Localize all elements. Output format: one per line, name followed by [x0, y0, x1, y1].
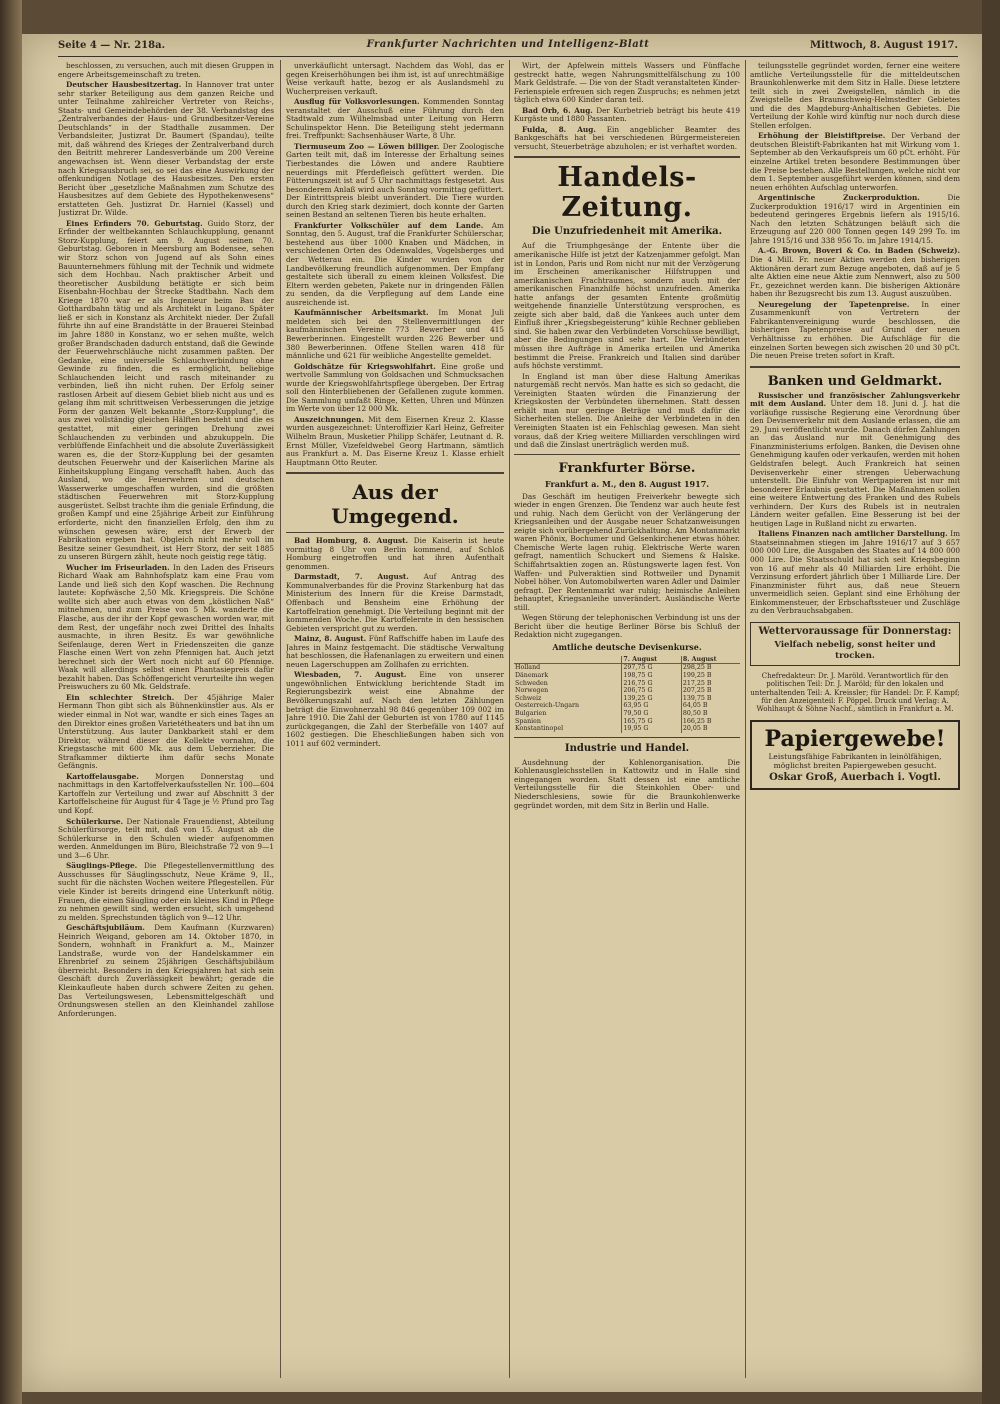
table-cell: 166,25 B	[682, 717, 712, 725]
weather-text: Vielfach nebelig, sonst heiter und trocken.	[774, 639, 936, 661]
article-text: beschlossen, zu versuchen, auch mit diesen Gruppen in engere Arbeitsgemeinschaft zu treten.	[58, 62, 274, 79]
table-cell: Schweden	[514, 680, 622, 688]
article-heading: Ein schlechter Streich.	[66, 692, 175, 702]
table-cell: Norwegen	[514, 687, 622, 695]
table-row	[514, 718, 740, 726]
table-cell: 63,95 G	[622, 702, 681, 710]
table-row	[514, 725, 740, 733]
article-text: Im Staatseinnahmen stiegen im Jahre 1916/17 auf 3 657 000 000 Lire, die Ausgaben des Staates auf 14 800 000 000 Lire. Die Staatsschuld hat sich seit Kriegsbeginn von 16 auf mehr als 40 Milliarden Lire erhöht. Die Verzinsung erfordert jährlich über 1 Milliarde Lire. Der Finanzminister führt aus, daß neue Steuern unvermeidlich seien. Geplant sind eine Erhöhung der Einkommensteuer, der Erbschaftssteuer und Zuschläge zu den Verbrauchsabgaben.	[750, 529, 960, 616]
boerse-dateline: Frankfurt a. M., den 8. August 1917.	[544, 478, 710, 489]
table-cell: 297,75 G	[622, 664, 681, 672]
column-rule	[509, 60, 510, 1378]
article-heading: Wucher im Friseurladen.	[66, 562, 170, 572]
table-cell: 139,25 G	[622, 695, 681, 703]
table-row	[514, 680, 740, 688]
table-row	[514, 702, 740, 710]
article-heading: A.-G. Brown, Boveri & Co. in Baden (Schweiz).	[758, 246, 960, 256]
article-text: Dem Kaufmann (Kurzwaren) Heinrich Weigand, geboren am 14. Oktober 1870, in Sondern, wohnhaft in Frankfurt a. M., Mainzer Landstraße, wurde von der Handelskammer ein Ehrenbrief zu seinem 25jährigen Geschäftsjubiläum überreicht. Besonders in den Kriegsjahren hat sich sein Geschäft durch Zuverlässigkeit bewährt; gerade die Kleinkaufleute haben durch schwere Zeiten zu gehen. Das Verteilungswesen, Lebensmittelgeschäft und Ordnungswesen stellen an den Kleinhandel zahllose Anforderungen.	[58, 923, 274, 1018]
article-text: In England ist man über diese Haltung Amerikas naturgemäß recht nervös. Man hatte es sich so gedacht, die Vereinigten Staaten würden die Finanzierung der Kriegskosten der Verbündeten übernehmen. Statt dessen erhält man nur geringe Beträge und muß dafür die Sicherheiten stellen. Die Anleihe der Verbündeten in den Vereinigten Staaten ist ein Fehlschlag gewesen. Man sieht voraus, daß der Krieg weitere Milliarden verschlingen wird und daß die Zinslast unerträglich werden muß.	[514, 371, 740, 450]
section-rule	[286, 532, 504, 533]
imprint: Chefredakteur: Dr. J. Maröld. Verantwortlich für den politischen Teil: Dr. J. Maröld; für den lokalen und unterhaltenden Teil: A. Kreissler; für Handel: Dr. F. Kampf; für den Anzeigenteil: F. Pöppel. Druck und Verlag: A. Wohlhaupt & Söhne Nachf., sämtlich in Frankfurt a. M.	[750, 671, 960, 714]
article-heading: Argentinische Zuckerproduktion.	[758, 193, 920, 203]
advertisement	[750, 720, 960, 790]
article-heading: Tiermuseum Zoo — Löwen billiger.	[294, 141, 440, 151]
section-title-banken: Banken und Geldmarkt.	[767, 373, 943, 389]
article-text: Der Nationale Frauendienst, Abteilung Schülerfürsorge, teilt mit, daß von 15. August ab die Schülerkurse in den Schulen wieder aufgenommen werden. Anmeldungen im Büro, Bleichstraße 72 von 9—1 und 3—6 Uhr.	[58, 816, 274, 860]
article-heading: Russischer und französischer Zahlungsverkehr mit dem Ausland.	[750, 390, 960, 409]
article-heading: Neuregelung der Tapetenpreise.	[758, 299, 910, 309]
article-text: In den Laden des Friseurs Richard Waak am Bahnhofsplatz kam eine Frau vom Lande und ließ sich den Kopf waschen. Die Rechnung lautete: Kopfwäsche 2,50 Mk. Kriegspreis. Die Schöne wollte sich aber auch etwas von dem „köstlichen Naß“ mitnehmen, und zum Preise von 5 Mk. wanderte die Flasche, aus der ihr der Kopf gewaschen worden war, mit dem Rest, der ungefähr noch zwei Drittel des Inhalts ausmachte, in ihren Besitz. Es war gewöhnliche Seifenlauge, deren Wert in Friedenszeiten die ganze Flasche einen Wert von zehn Pfennigen hat. Auch jetzt berechnet sich der Wert noch nicht auf 60 Pfennige. Waak will allerdings selbst einen Phantasiepreis dafür bezahlt haben. Das Schöffengericht verurteilte ihn wegen Preiswuchers zu 60 Mk. Geldstrafe.	[58, 562, 274, 692]
article-heading: Italiens Finanzen nach amtlicher Darstellung.	[758, 529, 948, 539]
table-header-cell	[514, 656, 622, 664]
table-cell: Oesterreich-Ungarn	[514, 702, 622, 710]
book-spine	[0, 0, 22, 1404]
table-row	[514, 710, 740, 718]
ad-title: Papiergewebe!	[764, 725, 946, 752]
article-text: unverkäuflicht untersagt. Nachdem das Wohl, das er gegen Kreiserhöhungen bei ihm ist, ist auf unrechtmäßige Weise verkauft hatte, bezog er als Auslandsmehl zu Wucherpreisen verkauft.	[286, 62, 504, 96]
article-text: Im Monat Juli meldeten sich bei den Stellenvermittlungen der kaufmännischen Vereine 773 Bewerber und 415 Bewerberinnen. Eingestellt wurden 226 Bewerber und 380 Bewerberinnen. Offene Stellen waren 418 für männliche und 621 für weibliche Angestellte gemeldet.	[286, 308, 504, 361]
article-heading: Darmstadt, 7. August.	[294, 572, 409, 582]
table-cell: Holland	[514, 664, 622, 672]
section-rule	[514, 454, 740, 455]
article-text: Mit dem Eisernen Kreuz 2. Klasse wurden ausgezeichnet: Unteroffizier Karl Heinz, Gefreiter Wilhelm Braun, Musketier Philipp Schäfer, Leutnant d. R. Ernst Müller, Vizefeldwebel Georg Hartmann, sämtlich aus Frankfurt a. M. Das Eiserne Kreuz 1. Klasse erhielt Hauptmann Otto Reuter.	[286, 414, 504, 467]
table-cell: 216,75 G	[622, 680, 681, 688]
article-heading: Auszeichnungen.	[294, 414, 364, 424]
article-text: Der Zoologische Garten teilt mit, daß im Interesse der Erhaltung seines Tierbestandes die Löwen und andere Raubtiere neuerdings mit Pferdefleisch gefüttert werden. Die Fütterungszeit ist auf 5 Uhr nachmittags festgesetzt. Aus besonderem Anlaß wird auch Sonntag vormittag gefüttert. Der Eintrittspreis bleibt unverändert. Die Tiere wurden durch den Krieg stark dezimiert, doch konnte der Garten seinen Bestand an seltenen Tieren bis heute erhalten.	[286, 141, 504, 220]
article-text: Das Geschäft im heutigen Freiverkehr bewegte sich wieder in engen Grenzen. Die Tendenz war auch heute fest und ruhig. Nach dem Gerücht von der Verlängerung der Kriegsanleihen und der Ausgabe neuer Schatzanweisungen zeigte sich vorübergehend Zurückhaltung. Am Montanmarkt waren Phönix, Bochumer und Gelsenkirchener etwas höher. Chemische Werte lagen ruhig. Elektrische Werte waren gefragt, namentlich Schuckert und Siemens & Halske. Schiffahrtsaktien zogen an. Rüstungswerte lagen fest. Von Waffen- und Pulveraktien sind Rottweiler und Dynamit Nobel höher. Von Automobilwerten waren Adler und Daimler gefragt. Der Rentenmarkt war ruhig; heimische Anleihen behauptet, Kriegsanleihe unverändert. Ausländische Werte still.	[514, 491, 740, 612]
masthead-title: Frankfurter Nachrichten und Intelligenz-Blatt	[366, 39, 650, 50]
table-cell: Dänemark	[514, 672, 622, 680]
article-text: Kommenden Sonntag veranstaltet der Ausschuß eine Führung durch den Stadtwald zum Wilhelmsbad unter Leitung von Herrn Schulinspektor Henn. Die Beteiligung steht jedermann frei. Treffpunkt: Sachsenhäuser Warte, 8 Uhr.	[286, 97, 504, 141]
table-cell: 206,75 G	[622, 687, 681, 695]
article-text: Ein angeblicher Beamter des Bankgeschäfts hat bei verschiedenen Bürgermeistereien versucht, Steuerbeträge abzuholen; er ist verhaftet worden.	[514, 124, 740, 151]
table-cell: Schweiz	[514, 695, 622, 703]
article-heading: Frankfurter Volkschüler auf dem Lande.	[294, 220, 484, 230]
table-cell: 20,05 B	[682, 725, 708, 733]
article-text: Ausdehnung der Kohlenorganisation. Die Kohlenausgleichsstellen in Kattowitz und in Halle sind eingegangen worden. Statt dessen ist eine amtliche Verteilungsstelle für die Steinkohlen Ober- und Niederschlesiens, sowie für die Braunkohlenwerke gegründet worden, mit dem Sitz in Berlin und Halle.	[514, 757, 740, 810]
article-heading: Mainz, 8. August.	[294, 634, 367, 644]
article-text: Die Pflegestellenvermittlung des Ausschusses für Säuglingsschutz, Neue Kräme 9, II., sucht für die nächsten Wochen weitere Pflegestellen. Für viele Kinder ist bereits dringend eine Unterkunft nötig. Frauen, die einen Säugling oder ein kleines Kind in Pflege zu nehmen gewillt sind, werden ersucht, sich umgehend zu melden. Sprechstunden täglich von 9—12 Uhr.	[58, 861, 274, 922]
article-heading: Erhöhung der Bleistiftpreise.	[758, 131, 886, 141]
article-text: In einer Zusammenkunft von Vertretern der Fabrikantenvereinigung wurde beschlossen, die bisherigen Tapetenpreise auf Grund der neuen Verhältnisse zu erhöhen. Die Aufschläge für die einzelnen Sorten bewegen sich zwischen 20 und 30 pCt. Die neuen Preise treten sofort in Kraft.	[750, 299, 960, 361]
article-text: Die Kaiserin ist heute vormittag 8 Uhr von Berlin kommend, auf Schloß Homburg eingetroffen und hat ihren Aufenthalt genommen.	[286, 536, 504, 571]
table-cell: 19,95 G	[622, 725, 681, 733]
page-number: Seite 4 — Nr. 218a.	[58, 40, 166, 51]
article-text: Die 4 Mill. Fr. neuer Aktien werden den bisherigen Aktionären derart zum Bezuge angeboten, daß auf je 5 alte Aktien eine neue Aktie zum Nennwert, also zu 500 Fr., gezeichnet werden kann. Die bisherigen Aktionäre haben ihr Bezugsrecht bis zum 13. August auszuüben.	[750, 255, 960, 299]
table-row	[514, 695, 740, 703]
table-cell: 298,25 B	[682, 664, 712, 672]
table-cell: 165,75 G	[622, 718, 681, 726]
article-heading: Bad Homburg, 8. August.	[294, 536, 409, 546]
article-text: Guido Storz, der Erfinder der weltbekannten Schlauchkupplung, genannt Storz-Kupplung, feiert am 9. August seinen 70. Geburtstag. Geboren in Meersburg am Bodensee, sehen wir Storz schon von Jugend auf als Sohn eines Bauunternehmers fühlung mit der Technik und widmete sich dem Hochbau. Nach praktischer Arbeit und theoretischer Ausbildung betätigte er sich beim Eisenbahn-Hochbau der Strecke Stadtbahn. Nach dem Kriege 1870 war er als Ingenieur beim Bau der Gotthardbahn tätig und als Architekt in Lugano. Später ließ er sich in Konstanz als Architekt nieder. Der Zufall führte ihn auf eine Brandstätte in der Brauerei Steinbad im Jahre 1880 in Konstanz, wo er sehen mußte, welch großer Brandschaden dadurch entstand, daß die Gewinde der Feuerwehrschläuche nicht zusammen paßten. Der Gedanke, eine universelle Schlauchverbindung ohne Gewinde zu finden, die es ermöglicht, beliebige Schlauchenden leicht und rasch miteinander zu verbinden, ließ ihn nicht ruhen. Der Erfolg seiner rastlosen Arbeit auf diesem Gebiet blieb nicht aus und es gelang ihm mit schrittweisen Verbesserungen die jetzige Form der ganzen Welt bekannte „Storz-Kupplung“, die aus zwei vollständig gleichen Hälften besteht und die es gestattet, mit einer geringen Drehung zwei Schlauchenden zu verbinden und abzukuppeln. Die verblüffende Einfachheit und die absolute Zuverlässigkeit waren es, die der Storz-Kupplung bei der gesamten deutschen Feuerwehr und der Kaiserlichen Marine als Einheitskupplung Eingang verschafft haben. Auch das Ausland, wo die Feuerwehren und deutschen Wasserwerke umgeschaffen wurden, sind die größten städtischen Feuerwehren mit Storz-Kupplung ausgerüstet. Selbst trachte ihm die geniale Erfindung, die großen Kampf und eine 25jährige Arbeit zur Einführung erforderte, nicht den finanziellen Erfolg, den ihm zu wünschen gewesen wäre; erst der Erwerb der Fabrikation ergeben hat. Obgleich nicht mehr voll im Besitze seiner Gesundheit, ist Herr Storz, der seit 1885 zu unseren Bürgern zählt, heute noch geistig rege tätig.	[58, 218, 274, 562]
table-cell: 64,05 B	[682, 702, 708, 710]
devisen-table	[514, 656, 740, 733]
scan-background-top	[0, 0, 1000, 34]
section-rule	[286, 472, 504, 474]
article-text: Der Kurbetrieb beträgt bis heute 419 Kurgäste und 1880 Passanten.	[514, 105, 740, 124]
article-text: Fünf Raffschiffe haben im Laufe des Jahres in Mainz festgemacht. Die städtische Verwaltung hat beschlossen, die Hafenanlagen zu erweitern und einen neuen Lagerschuppen am Zollhafen zu errichten.	[286, 634, 504, 669]
column-1	[58, 62, 274, 1374]
table-cell: 217,25 B	[682, 679, 712, 687]
table-header-cell: 8. August	[681, 656, 740, 664]
article-heading: Deutscher Hausbesitzertag.	[66, 80, 182, 90]
table-cell: 207,25 B	[682, 687, 712, 695]
article-text: Auf Antrag des Kommunalverbandes für die Provinz Starkenburg hat das Ministerium des Innern für die Kreise Darmstadt, Offenbach und Bensheim eine Erhöhung der Kartoffelration genehmigt. Die Verteilung beginnt mit der kommenden Woche. Die Kartoffelernte in den hessischen Gebieten verspricht gut zu werden.	[286, 572, 504, 633]
article-heading: Bad Orb, 6. Aug.	[522, 105, 593, 115]
table-cell: 198,75 G	[622, 672, 681, 680]
article-heading: Geschäftsjubiläum.	[66, 923, 145, 933]
article-heading: Goldschätze für Kriegswohlfahrt.	[294, 361, 436, 371]
column-rule	[280, 60, 281, 1378]
weather-title: Wettervoraussage für Donnerstag:	[758, 625, 952, 637]
article-heading: Kartoffelausgabe.	[66, 771, 139, 781]
table-header-cell: 7. August	[622, 656, 681, 664]
article-heading: Ausflug für Volksvorlesungen.	[294, 97, 420, 107]
table-cell: 79,50 G	[622, 710, 681, 718]
scan-background-right	[982, 0, 1000, 1404]
article-text: Der Verband der deutschen Bleistift-Fabrikanten hat mit Wirkung vom 1. September ab den Verkaufspreis um 60 pCt. erhöht. Für einzelne Artikel treten besondere Bestimmungen über die Preise bestehen. Alle Bestellungen, welche nicht vor dem 1. September ausgeführt werden können, sind dem neuen erhöhten Aufschlag unterworfen.	[750, 131, 960, 192]
article-text: Der 45jährige Maler Hermann Thon gibt sich als Bühnenkünstler aus. Als er wieder einmal in Not war, wandte er sich eines Tages an den Direktor eines großen Varietétheaters und bat ihn um Unterstützung. Aus lauter Dankbarkeit stahl er dem Direktor, während dieser die Kollekte vornahm, die Kriegstasche mit 600 Mk. aus dem Ueberzieher. Die Strafkammer diktierte ihm dafür sechs Monate Gefängnis.	[58, 692, 274, 771]
article-heading: Eines Erfinders 70. Geburtstag.	[66, 218, 203, 228]
table-cell: Bulgarien	[514, 710, 622, 718]
article-heading: Fulda, 8. Aug.	[522, 124, 596, 134]
article-text: Morgen Donnerstag und nachmittags in den Kartoffelverkaufsstellen Nr. 100—604 Kartoffeln zur Verteilung und zwar auf Abschnitt 3 der Kartoffelscheine für August für 4 Tage je ½ Pfund pro Tag und Kopf.	[58, 771, 274, 816]
article-heading: Säuglings-Pflege.	[66, 861, 138, 871]
ad-signature: Oskar Groß, Auerbach i. Vogtl.	[769, 771, 941, 783]
section-title-umgegend: Aus der Umgegend.	[331, 480, 459, 529]
article-text: Eine von unserer ungewöhnlichen Entwicklung berichtende Stadt im Regierungsbezirk weist eine Abnahme der Bevölkerungszahl auf. Nach den letzten Zählungen beträgt die Einwohnerzahl 98 846 gegenüber 109 002 im Jahre 1910. Die Zahl der Geburten ist von 1780 auf 1145 zurückgegangen, die Zahl der Sterbefälle von 1407 auf 1602 gestiegen. Die Eheschließungen haben sich von 1011 auf 602 vermindert.	[286, 670, 504, 748]
article-title: Die Unzufriedenheit mit Amerika.	[531, 226, 723, 238]
article-text: Am Sonntag, den 5. August, traf die Frankfurter Schülerschar, bestehend aus über 1000 Knaben und Mädchen, in verschiedenen Orten des Odenwaldes, Vogelsberges und der Wetterau ein. Die Kinder wurden von der Landbevölkerung freundlich aufgenommen. Der Empfang gestaltete sich überall zu einem kleinen Volksfest. Die Eltern werden gebeten, Pakete nur in dringenden Fällen zu senden, da die Verpflegung auf dem Lande eine ausreichende ist.	[286, 220, 504, 307]
article-text: Die Zuckerproduktion 1916/17 wird in Argentinien ein bedeutend geringeres Ergebnis liefern als 1915/16. Nach den letzten Schätzungen beläuft sich die Erzeugung auf 220 000 Tonnen gegen 149 299 To. im Jahre 1915/16 und 338 956 To. im Jahre 1914/15.	[750, 193, 960, 245]
table-header-row	[514, 656, 740, 664]
table-cell: Spanien	[514, 718, 622, 726]
article-heading: Kaufmännischer Arbeitsmarkt.	[294, 308, 429, 318]
section-rule	[514, 156, 740, 158]
table-row	[514, 687, 740, 695]
article-heading: Wiesbaden, 7. August.	[294, 670, 407, 680]
section-rule	[750, 366, 960, 368]
section-title-handels-zeitung: Handels-Zeitung.	[557, 162, 697, 224]
devisen-title: Amtliche deutsche Devisenkurse.	[552, 641, 702, 652]
issue-date: Mittwoch, 8. August 1917.	[810, 40, 958, 51]
column-3	[514, 62, 740, 1374]
table-cell: 139,75 B	[682, 694, 712, 702]
article-text: Auf die Triumphgesänge der Entente über die amerikanische Hilfe ist jetzt der Katzenjammer gefolgt. Man ist in London, Paris und Rom nicht nur mit der Verzögerung im Erscheinen amerikanischer Hilfstruppen und amerikanischen Frachtraumes, sondern auch mit der amerikanischen Finanzhilfe höchst unzufrieden. Amerika hatte anfangs der gesamten Entente großmütig weitgehende finanzielle Unterstützung versprochen, es zeigte sich aber bald, daß die Yankees auch unter dem Einfluß ihrer „Kriegsbegeisterung“ kühle Rechner geblieben sind. Sie haben zwar den Verbündeten Vorschüsse bewilligt, aber die Bedingungen sind sehr hart. Die Verbündeten müssen ihre Aufträge in Amerika erteilen und Amerika bestimmt die Preise. Frankreich und Italien sind darüber aufs höchste verstimmt.	[514, 241, 740, 371]
article-text: Wirt, der Apfelwein mittels Wassers und Fünffache gestreckt hatte, wegen Nahrungsmittelfälschung zu 100 Mark Geldstrafe. — Die von der Stadt veranstalteten Kinder-Ferienspiele erfreuen sich regen Zuspruchs; es nehmen jetzt täglich etwa 600 Kinder daran teil.	[514, 62, 740, 105]
section-title-industrie: Industrie und Handel.	[564, 742, 690, 754]
table-cell: 80,50 B	[682, 710, 708, 718]
article-text: Eine große und wertvolle Sammlung von Goldsachen und Schmucksachen wurde der Kriegswohlfahrtspflege übergeben. Der Ertrag soll den Hinterbliebenen der Gefallenen zugute kommen. Die Sammlung umfaßt Ringe, Ketten, Uhren und Münzen im Werte von über 12 000 Mk.	[286, 361, 504, 414]
article-text: teilungsstelle gegründet worden, ferner eine weitere amtliche Verteilungsstelle für die mitteldeutschen Braunkohlenwerke mit dem Sitz in Halle. Diese letztere teilt sich in zwei Zweigstellen, nämlich in die Zweigstelle des Braunschweig-Helmstedter Gebietes und die des Magdeburg-Anhaltischen Gebietes. Die Verteilung der Kohle wird künftig nur noch durch diese Stellen erfolgen.	[750, 62, 960, 130]
table-cell: 199,25 B	[682, 672, 712, 680]
article-text: Unter dem 18. Juni d. J. hat die vorläufige russische Regierung eine Verordnung über den Devisenverkehr mit dem Auslande erlassen, die am 29. Juni veröffentlicht wurde. Danach dürfen Zahlungen an das Ausland nur mit Genehmigung des Finanzministeriums erfolgen. Banken, die Devisen ohne Genehmigung kaufen oder verkaufen, werden mit hohen Geldstrafen belegt. Auch Frankreich hat seinen Devisenverkehr einer strengen Ueberwachung unterstellt. Die Einfuhr von Wertpapieren ist nur mit besonderer Erlaubnis gestattet. Die Maßnahmen sollen eine weitere Entwertung des Franken und des Rubels verhindern. Der Kurs des Rubels ist in neutralen Ländern weiter gefallen. Eine Besserung ist bei der heutigen Lage in Rußland nicht zu erwarten.	[750, 399, 960, 528]
weather-forecast-box	[750, 622, 960, 666]
table-row	[514, 672, 740, 680]
ad-text: Leistungsfähige Fabrikanten in leinölfähigen, möglichst breiten Papiergeweben gesucht.	[768, 751, 942, 770]
article-heading: Schülerkurse.	[66, 816, 124, 826]
column-2	[286, 62, 504, 1374]
section-title-boerse: Frankfurter Börse.	[558, 460, 696, 476]
article-text: Wegen Störung der telephonischen Verbindung ist uns der Bericht über die heutige Berliner Börse bis Schluß der Redaktion nicht zugegangen.	[514, 613, 740, 640]
article-text: In Hannover trat unter sehr starker Beteiligung aus dem ganzen Reiche und unter Teilnahme zahlreicher Vertreter von Reichs-, Staats- und Gemeindebehörden der 38. Verbandstag des „Zentralverbandes der Haus- und Grundbesitzer-Vereine Deutschlands“ in der Stadthalle zusammen. Der Verbandsleiter, Justizrat Dr. Baumert (Spandau), teilte mit, daß während des Krieges der Zentralverband durch den Beitritt mehrerer Landesverbände um 200 Vereine angewachsen ist. Wenn dieser Verbandstag der erste nach Kriegsausbruch sei, so sei das eine Auswirkung der offenkundigen Notlage des Hausbesitzes. Den ersten Bericht über „gesetzliche Maßnahmen zum Schutze des Hausbesitzes auf dem Gebiete des Hypothekenwesens“ erstatteten Geh. Justizrat Dr. Harniel (Kassel) und Justizrat Dr. Wilde.	[58, 80, 274, 218]
column-rule	[745, 60, 746, 1378]
table-row	[514, 664, 740, 672]
table-cell: Konstantinopel	[514, 725, 622, 733]
section-rule	[514, 737, 740, 738]
running-head	[58, 34, 958, 57]
column-4	[750, 62, 960, 1374]
